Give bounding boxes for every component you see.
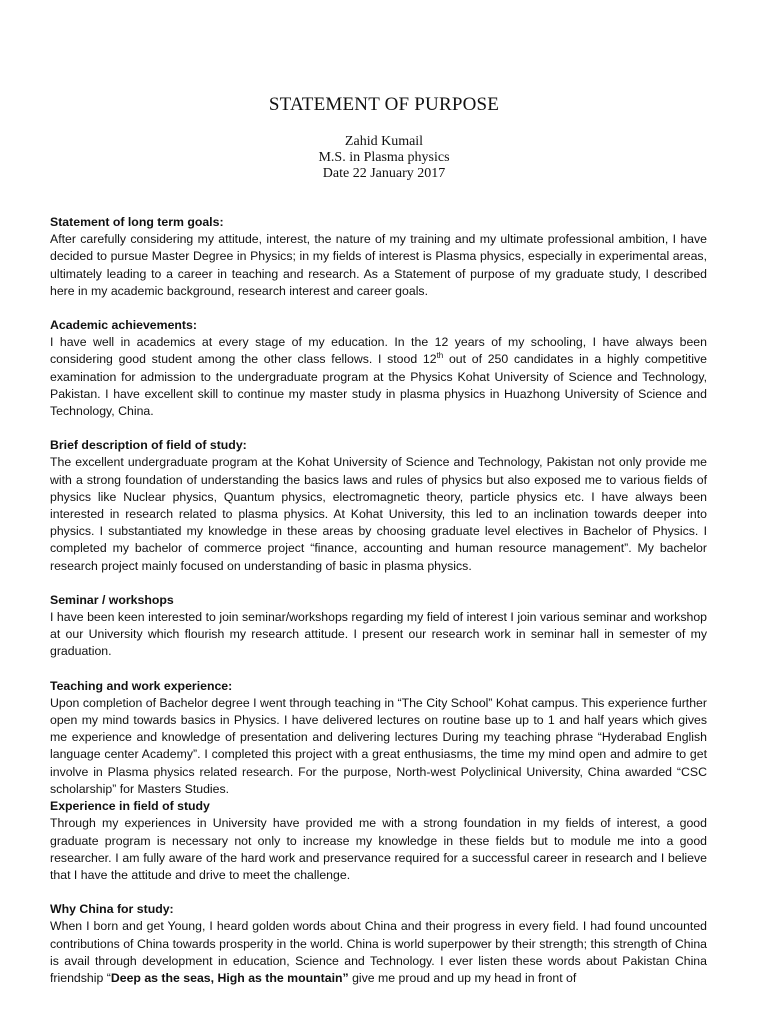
- section-text: The excellent undergraduate program at the Kohat University of Science and Technology, Pakistan not only provide me with a strong foundation of understanding the basics laws and rules of physics but also exposed me to various fields of physics like Nuclear physics, Quantum physics, electromagnetic theory, particle physics etc. I have always been interested in research related to plasma physics. At Kohat University, this led to an inclination towards deeper into physics. I substantiated my knowledge in these areas by choosing graduate level electives in Bachelor of Physics. I completed my bachelor of commerce project “finance, accounting and human resource management”. My bachelor research project mainly focused on understanding of basic in plasma physics.: [50, 455, 707, 573]
- author-block: [0, 134, 768, 182]
- text-part: I have well in academics at every stage of my education. In the 12 years of my schooling, I have always been considering good student among the other class fellows. I stood 12: [50, 335, 707, 367]
- document-date: Date 22 January 2017: [322, 166, 446, 181]
- ordinal-suffix: th: [436, 351, 444, 361]
- section-text: Upon completion of Bachelor degree I went through teaching in “The City School” Kohat campus. This experience further open my mind towards basics in Physics. I have delivered lectures on routine base up to 1 and half years which gives me experience and knowledge of presentation and delivering lectures During my teaching phrase “Hyderabad English language center Academy”. I completed this project with a great enthusiasms, the time my mind open and admire to get involve in Plasma physics related research. For the purpose, North-west Polyclinical University, China awarded “CSC scholarship” for Masters Studies.: [50, 695, 707, 796]
- document-body: [50, 214, 707, 1004]
- section-heading: Experience in field of study: [50, 799, 210, 814]
- section-heading: Statement of long term goals:: [50, 215, 224, 229]
- section-text: After carefully considering my attitude, interest, the nature of my training and my ultimate professional ambition, I have decided to pursue Master Degree in Physics; in my fields of interest is Plasma physics, especially in experimental areas, ultimately leading to a career in teaching and research. As a Statement of purpose of my graduate study, I described here in my academic background, research interest and career goals.: [50, 232, 707, 298]
- section-heading: Academic achievements:: [50, 318, 197, 333]
- author-name: Zahid Kumail: [344, 134, 424, 149]
- section-academic-achievements: [50, 317, 707, 420]
- document-title: STATEMENT OF PURPOSE: [268, 94, 500, 115]
- section-long-term-goals: [50, 214, 707, 300]
- section-heading: Why China for study:: [50, 902, 174, 917]
- section-heading: Teaching and work experience:: [50, 678, 233, 693]
- section-text: [50, 334, 707, 420]
- section-text: Through my experiences in University have provided me with a strong foundation in my fields of interest, a good graduate program is necessary not only to increase my knowledge in these fields but to module me into a good researcher. I am fully aware of the hard work and preservance required for a successful career in research and I believe that I have the attitude and drive to meet the challenge.: [50, 816, 707, 882]
- section-text: [50, 918, 707, 987]
- program-name: M.S. in Plasma physics: [318, 150, 450, 165]
- section-experience-field: [50, 798, 707, 884]
- section-heading: Brief description of field of study:: [50, 438, 247, 453]
- section-why-china: [50, 901, 707, 987]
- section-seminar-workshops: [50, 592, 707, 661]
- section-field-of-study: [50, 437, 707, 575]
- section-heading: Seminar / workshops: [50, 592, 174, 607]
- text-part: give me proud and up my head in front of: [348, 970, 577, 985]
- text-part: When I born and get Young, I heard golden words about China and their progress in every field. I had found uncounted contributions of China towards prosperity in the world. China is world superpower by their strength; this strength of China is avail through development in education, Science and Technology. I ever listen these words about Pakistan China friendship “: [50, 919, 707, 985]
- section-teaching-experience: [50, 678, 707, 798]
- section-text: I have been keen interested to join seminar/workshops regarding my field of interest I join various seminar and workshop at our University which flourish my research attitude. I present our research work in seminar hall in semester of my graduation.: [50, 610, 707, 659]
- bold-quote: Deep as the seas, High as the mountain”: [110, 970, 349, 985]
- text-part: out of 250 candidates in a highly competitive examination for admission to the undergraduate program at the Physics Kohat University of Science and Technology, Pakistan. I have excellent skill to continue my master study in plasma physics in Huazhong University of Science and Technology, China.: [50, 352, 707, 419]
